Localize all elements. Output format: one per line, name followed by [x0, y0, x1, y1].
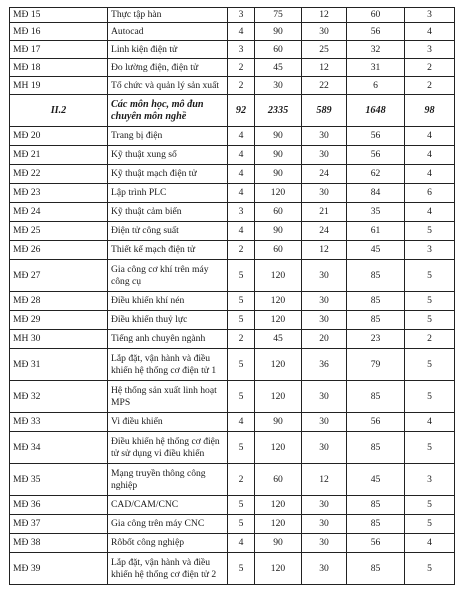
module-name-cell: Hệ thống sản xuất linh hoạt MPS — [108, 381, 228, 413]
exam-hours-cell: 4 — [405, 146, 455, 165]
credits-cell: 5 — [228, 292, 255, 311]
practice-hours-cell: 85 — [347, 515, 405, 534]
module-name-cell: Kỹ thuật xung số — [108, 146, 228, 165]
module-code-cell: MĐ 29 — [10, 311, 108, 330]
table-row — [10, 413, 455, 432]
module-code-cell: MH 30 — [10, 330, 108, 349]
module-code-cell: MĐ 36 — [10, 496, 108, 515]
credits-cell: 4 — [228, 534, 255, 553]
credits-cell: 2 — [228, 59, 255, 77]
exam-hours-cell: 3 — [405, 8, 455, 23]
exam-hours-cell: 5 — [405, 432, 455, 464]
theory-hours-cell: 12 — [302, 8, 347, 23]
module-name-cell: Mạng truyền thông công nghiệp — [108, 464, 228, 496]
module-code-cell: MĐ 28 — [10, 292, 108, 311]
theory-hours-cell: 30 — [302, 23, 347, 41]
credits-cell: 5 — [228, 496, 255, 515]
credits-cell: 5 — [228, 553, 255, 585]
credits-cell: 5 — [228, 515, 255, 534]
credits-cell: 2 — [228, 77, 255, 95]
module-name-cell: Autocad — [108, 23, 228, 41]
module-code-cell: MĐ 17 — [10, 41, 108, 59]
practice-hours-cell: 6 — [347, 77, 405, 95]
table-row — [10, 8, 455, 23]
exam-hours-cell: 2 — [405, 330, 455, 349]
table-row — [10, 260, 455, 292]
theory-hours-cell: 30 — [302, 127, 347, 146]
module-code-cell: MĐ 31 — [10, 349, 108, 381]
practice-hours-cell: 56 — [347, 23, 405, 41]
total-hours-cell: 45 — [255, 59, 302, 77]
credits-cell: 5 — [228, 349, 255, 381]
table-group-row — [10, 95, 455, 127]
credits-cell: 5 — [228, 432, 255, 464]
curriculum-page — [9, 7, 435, 585]
theory-hours-cell: 589 — [302, 95, 347, 127]
table-row — [10, 464, 455, 496]
total-hours-cell: 75 — [255, 8, 302, 23]
exam-hours-cell: 4 — [405, 203, 455, 222]
exam-hours-cell: 6 — [405, 184, 455, 203]
table-row — [10, 77, 455, 95]
table-row — [10, 146, 455, 165]
credits-cell: 4 — [228, 165, 255, 184]
table-row — [10, 381, 455, 413]
table-row — [10, 534, 455, 553]
total-hours-cell: 120 — [255, 260, 302, 292]
theory-hours-cell: 30 — [302, 292, 347, 311]
theory-hours-cell: 30 — [302, 184, 347, 203]
practice-hours-cell: 56 — [347, 534, 405, 553]
total-hours-cell: 120 — [255, 184, 302, 203]
practice-hours-cell: 35 — [347, 203, 405, 222]
module-code-cell: MĐ 34 — [10, 432, 108, 464]
table-row — [10, 311, 455, 330]
total-hours-cell: 90 — [255, 165, 302, 184]
total-hours-cell: 60 — [255, 464, 302, 496]
module-name-cell: Tổ chức và quản lý sản xuất — [108, 77, 228, 95]
module-name-cell: Linh kiện điện tử — [108, 41, 228, 59]
theory-hours-cell: 25 — [302, 41, 347, 59]
theory-hours-cell: 12 — [302, 59, 347, 77]
table-row — [10, 41, 455, 59]
exam-hours-cell: 2 — [405, 77, 455, 95]
practice-hours-cell: 45 — [347, 241, 405, 260]
credits-cell: 4 — [228, 23, 255, 41]
table-row — [10, 203, 455, 222]
exam-hours-cell: 3 — [405, 241, 455, 260]
module-code-cell: MĐ 21 — [10, 146, 108, 165]
exam-hours-cell: 5 — [405, 496, 455, 515]
total-hours-cell: 120 — [255, 311, 302, 330]
module-code-cell: MĐ 27 — [10, 260, 108, 292]
theory-hours-cell: 30 — [302, 381, 347, 413]
practice-hours-cell: 23 — [347, 330, 405, 349]
theory-hours-cell: 24 — [302, 222, 347, 241]
module-code-cell: MĐ 37 — [10, 515, 108, 534]
table-row — [10, 553, 455, 585]
module-code-cell: MĐ 38 — [10, 534, 108, 553]
exam-hours-cell: 5 — [405, 222, 455, 241]
total-hours-cell: 90 — [255, 222, 302, 241]
total-hours-cell: 90 — [255, 146, 302, 165]
module-code-cell: MĐ 23 — [10, 184, 108, 203]
module-name-cell: Trang bị điện — [108, 127, 228, 146]
practice-hours-cell: 85 — [347, 260, 405, 292]
practice-hours-cell: 56 — [347, 146, 405, 165]
module-name-cell: CAD/CAM/CNC — [108, 496, 228, 515]
credits-cell: 3 — [228, 8, 255, 23]
practice-hours-cell: 85 — [347, 432, 405, 464]
module-name-cell: Vi điều khiển — [108, 413, 228, 432]
theory-hours-cell: 30 — [302, 146, 347, 165]
module-name-cell: Thực tập hàn — [108, 8, 228, 23]
curriculum-table — [9, 7, 455, 585]
practice-hours-cell: 61 — [347, 222, 405, 241]
total-hours-cell: 120 — [255, 496, 302, 515]
table-row — [10, 184, 455, 203]
exam-hours-cell: 5 — [405, 381, 455, 413]
total-hours-cell: 60 — [255, 241, 302, 260]
table-row — [10, 241, 455, 260]
exam-hours-cell: 3 — [405, 464, 455, 496]
module-code-cell: MĐ 35 — [10, 464, 108, 496]
table-row — [10, 222, 455, 241]
practice-hours-cell: 84 — [347, 184, 405, 203]
practice-hours-cell: 62 — [347, 165, 405, 184]
module-name-cell: Kỹ thuật cảm biến — [108, 203, 228, 222]
module-code-cell: MĐ 26 — [10, 241, 108, 260]
table-row — [10, 292, 455, 311]
exam-hours-cell: 5 — [405, 553, 455, 585]
module-code-cell: MĐ 15 — [10, 8, 108, 23]
theory-hours-cell: 12 — [302, 241, 347, 260]
theory-hours-cell: 24 — [302, 165, 347, 184]
table-row — [10, 59, 455, 77]
practice-hours-cell: 85 — [347, 496, 405, 515]
exam-hours-cell: 3 — [405, 41, 455, 59]
exam-hours-cell: 5 — [405, 311, 455, 330]
practice-hours-cell: 85 — [347, 553, 405, 585]
credits-cell: 2 — [228, 241, 255, 260]
table-body — [10, 8, 455, 585]
credits-cell: 4 — [228, 146, 255, 165]
table-row — [10, 496, 455, 515]
credits-cell: 92 — [228, 95, 255, 127]
credits-cell: 2 — [228, 464, 255, 496]
module-code-cell: MĐ 25 — [10, 222, 108, 241]
module-name-cell: Điều khiển hệ thống cơ điện tử sử dụng vi điều khiển — [108, 432, 228, 464]
practice-hours-cell: 1648 — [347, 95, 405, 127]
total-hours-cell: 90 — [255, 23, 302, 41]
module-code-cell: II.2 — [10, 95, 108, 127]
theory-hours-cell: 30 — [302, 553, 347, 585]
total-hours-cell: 120 — [255, 292, 302, 311]
exam-hours-cell: 4 — [405, 413, 455, 432]
practice-hours-cell: 56 — [347, 413, 405, 432]
practice-hours-cell: 79 — [347, 349, 405, 381]
table-row — [10, 23, 455, 41]
table-row — [10, 349, 455, 381]
theory-hours-cell: 36 — [302, 349, 347, 381]
credits-cell: 3 — [228, 41, 255, 59]
module-code-cell: MĐ 39 — [10, 553, 108, 585]
exam-hours-cell: 5 — [405, 292, 455, 311]
practice-hours-cell: 85 — [347, 311, 405, 330]
practice-hours-cell: 85 — [347, 292, 405, 311]
total-hours-cell: 30 — [255, 77, 302, 95]
exam-hours-cell: 4 — [405, 534, 455, 553]
exam-hours-cell: 2 — [405, 59, 455, 77]
module-name-cell: Lắp đặt, vận hành và điều khiển hệ thống cơ điện tử 2 — [108, 553, 228, 585]
module-name-cell: Gia công trên máy CNC — [108, 515, 228, 534]
theory-hours-cell: 30 — [302, 534, 347, 553]
practice-hours-cell: 32 — [347, 41, 405, 59]
module-name-cell: Lập trình PLC — [108, 184, 228, 203]
module-code-cell: MĐ 16 — [10, 23, 108, 41]
credits-cell: 5 — [228, 381, 255, 413]
theory-hours-cell: 12 — [302, 464, 347, 496]
module-code-cell: MĐ 22 — [10, 165, 108, 184]
module-name-cell: Gia công cơ khí trên máy công cụ — [108, 260, 228, 292]
theory-hours-cell: 30 — [302, 515, 347, 534]
theory-hours-cell: 30 — [302, 260, 347, 292]
exam-hours-cell: 98 — [405, 95, 455, 127]
module-code-cell: MĐ 20 — [10, 127, 108, 146]
total-hours-cell: 60 — [255, 203, 302, 222]
module-name-cell: Thiết kế mạch điện tử — [108, 241, 228, 260]
theory-hours-cell: 30 — [302, 311, 347, 330]
total-hours-cell: 120 — [255, 553, 302, 585]
practice-hours-cell: 60 — [347, 8, 405, 23]
theory-hours-cell: 21 — [302, 203, 347, 222]
theory-hours-cell: 30 — [302, 413, 347, 432]
module-name-cell: Điều khiển thuỷ lực — [108, 311, 228, 330]
credits-cell: 4 — [228, 222, 255, 241]
credits-cell: 5 — [228, 311, 255, 330]
module-name-cell: Các môn học, mô đun chuyên môn nghề — [108, 95, 228, 127]
theory-hours-cell: 20 — [302, 330, 347, 349]
practice-hours-cell: 56 — [347, 127, 405, 146]
practice-hours-cell: 31 — [347, 59, 405, 77]
exam-hours-cell: 4 — [405, 165, 455, 184]
table-row — [10, 127, 455, 146]
module-name-cell: Điều khiển khí nén — [108, 292, 228, 311]
total-hours-cell: 120 — [255, 349, 302, 381]
exam-hours-cell: 5 — [405, 515, 455, 534]
total-hours-cell: 90 — [255, 534, 302, 553]
total-hours-cell: 120 — [255, 432, 302, 464]
table-row — [10, 330, 455, 349]
practice-hours-cell: 85 — [347, 381, 405, 413]
credits-cell: 4 — [228, 184, 255, 203]
total-hours-cell: 120 — [255, 381, 302, 413]
credits-cell: 3 — [228, 203, 255, 222]
total-hours-cell: 90 — [255, 413, 302, 432]
module-name-cell: Rôbốt công nghiệp — [108, 534, 228, 553]
module-name-cell: Tiếng anh chuyên ngành — [108, 330, 228, 349]
module-name-cell: Đo lường điện, điện tử — [108, 59, 228, 77]
credits-cell: 2 — [228, 330, 255, 349]
total-hours-cell: 2335 — [255, 95, 302, 127]
total-hours-cell: 60 — [255, 41, 302, 59]
module-name-cell: Điện tử công suất — [108, 222, 228, 241]
table-row — [10, 515, 455, 534]
total-hours-cell: 90 — [255, 127, 302, 146]
total-hours-cell: 120 — [255, 515, 302, 534]
credits-cell: 4 — [228, 413, 255, 432]
credits-cell: 4 — [228, 127, 255, 146]
theory-hours-cell: 30 — [302, 496, 347, 515]
exam-hours-cell: 4 — [405, 127, 455, 146]
table-row — [10, 432, 455, 464]
module-code-cell: MĐ 18 — [10, 59, 108, 77]
exam-hours-cell: 5 — [405, 260, 455, 292]
module-code-cell: MH 19 — [10, 77, 108, 95]
module-code-cell: MĐ 32 — [10, 381, 108, 413]
exam-hours-cell: 4 — [405, 23, 455, 41]
module-name-cell: Kỹ thuật mạch điện tử — [108, 165, 228, 184]
practice-hours-cell: 45 — [347, 464, 405, 496]
theory-hours-cell: 22 — [302, 77, 347, 95]
module-name-cell: Lắp đặt, vận hành và điều khiển hệ thống cơ điện tử 1 — [108, 349, 228, 381]
table-row — [10, 165, 455, 184]
module-code-cell: MĐ 33 — [10, 413, 108, 432]
exam-hours-cell: 5 — [405, 349, 455, 381]
module-code-cell: MĐ 24 — [10, 203, 108, 222]
total-hours-cell: 45 — [255, 330, 302, 349]
theory-hours-cell: 30 — [302, 432, 347, 464]
credits-cell: 5 — [228, 260, 255, 292]
